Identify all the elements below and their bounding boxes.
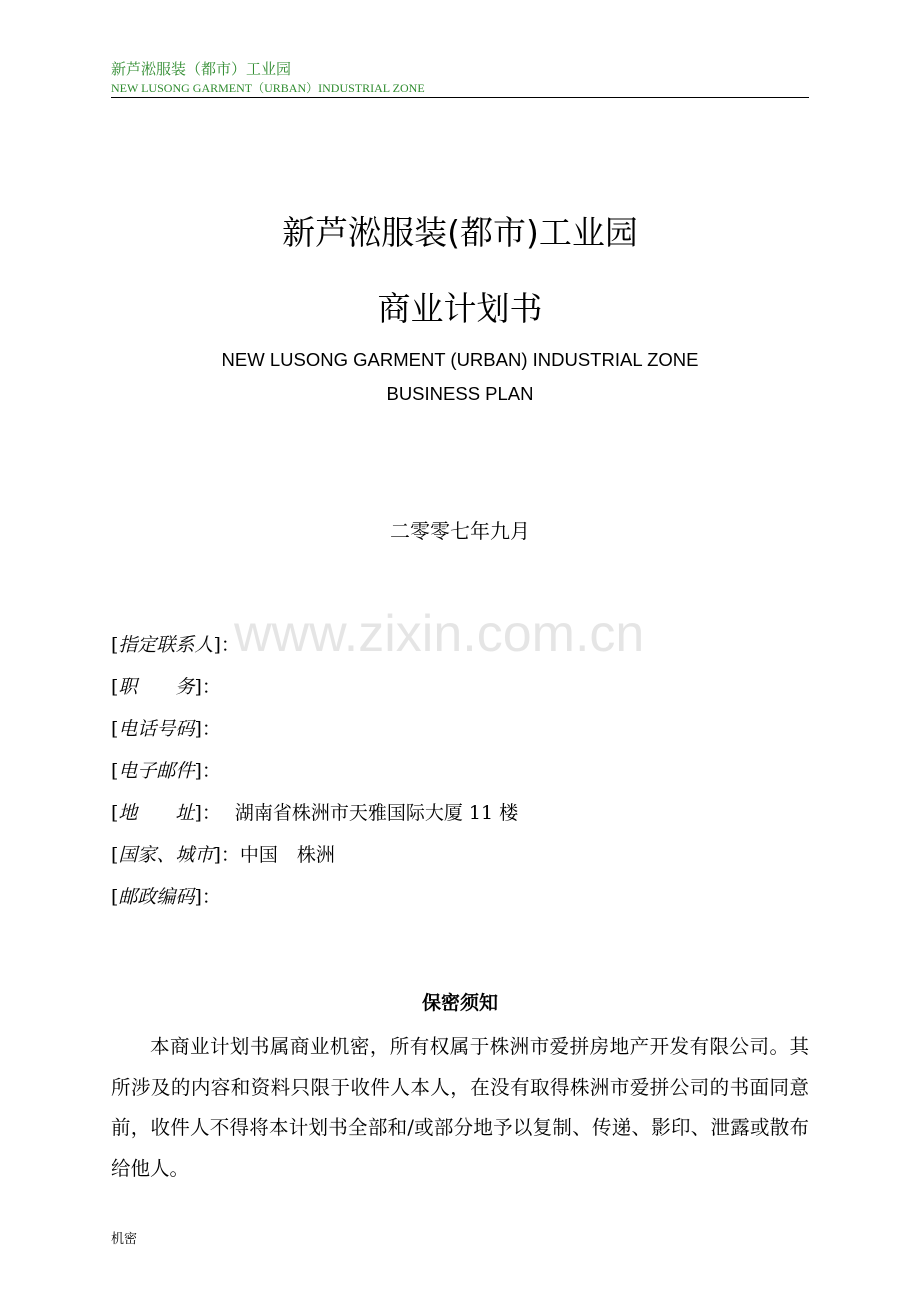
contact-row-email: [电子邮件]： [111, 760, 221, 782]
cover-date: 二零零七年九月 [390, 519, 530, 543]
confidentiality-body: 本商业计划书属商业机密，所有权属于株洲市爱拼房地产开发有限公司。其所涉及的内容和资料只限于收件人本人，在没有取得株洲市爱拼公司的书面同意前，收件人不得将本计划书全部和/或部分地予以复制、传递、影印、泄露或散布给他人。 [111, 1035, 809, 1180]
contact-block [111, 630, 518, 924]
cover-title-en-line2: BUSINESS PLAN [386, 383, 534, 404]
contact-label: 电话号码 [118, 718, 195, 740]
contact-label: 电子邮件 [118, 760, 195, 782]
contact-row-address: [地 址]： 湖南省株洲市天雅国际大厦 11 楼 [111, 802, 519, 824]
contact-label: 国家、城市 [118, 844, 214, 866]
header-title-cn: 新芦淞服装（都市）工业园 [111, 60, 292, 78]
page-header [111, 56, 809, 98]
contact-label: 职 务 [118, 676, 195, 698]
contact-label: 地 址 [118, 802, 195, 824]
header-title-en: NEW LUSONG GARMENT（URBAN）INDUSTRIAL ZONE [111, 81, 425, 95]
page-footer: 机密 [111, 1232, 138, 1247]
cover-title-line1: 新芦淞服装(都市)工业园 [282, 213, 638, 252]
contact-label: 邮政编码 [118, 886, 195, 908]
cover-title-line2: 商业计划书 [377, 289, 543, 328]
confidentiality-title: 保密须知 [421, 992, 498, 1014]
contact-row-position: [职 务]： [111, 676, 221, 698]
contact-row-country-city: [国家、城市]：中国 株洲 [111, 844, 335, 866]
contact-value: 湖南省株洲市天雅国际大厦 11 楼 [234, 802, 519, 824]
contact-label: 指定联系人 [118, 634, 214, 656]
contact-row-postal-code: [邮政编码]： [111, 886, 221, 908]
contact-row-contact-person: [指定联系人]： [111, 634, 240, 656]
watermark: www.zixin.com.cn [234, 605, 645, 663]
cover-title-en-line1: NEW LUSONG GARMENT (URBAN) INDUSTRIAL ZONE [221, 349, 699, 370]
contact-row-phone: [电话号码]： [111, 718, 221, 740]
contact-value: 中国 株洲 [239, 844, 335, 866]
